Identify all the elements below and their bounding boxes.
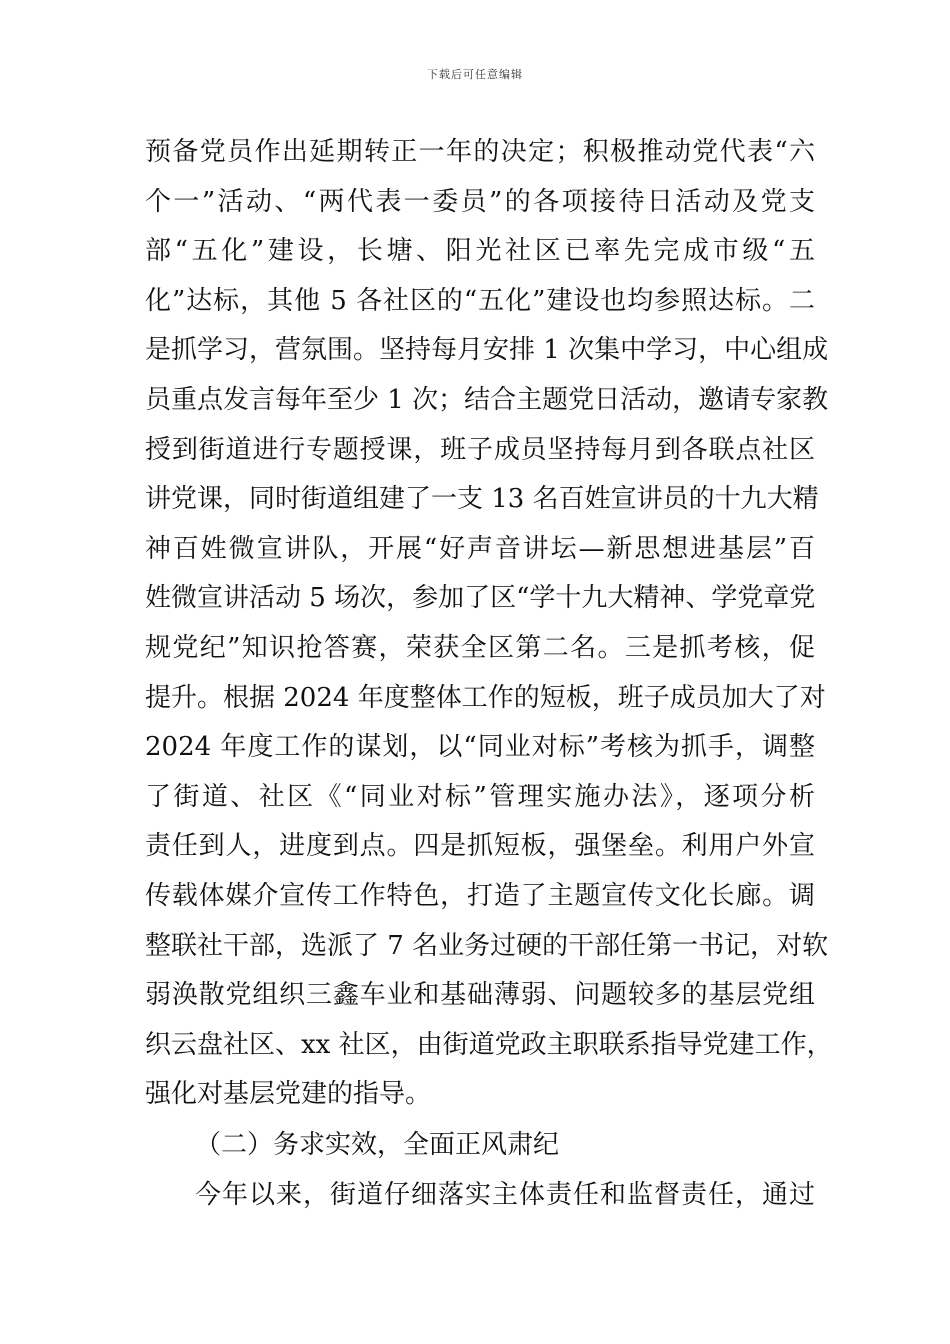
text-line: 责任到人，进度到点。四是抓短板，强堡垒。利用户外宣 [145,831,815,862]
text-line: 部“五化”建设，长塘、阳光社区已率先完成市级“五 [145,236,815,267]
text-line: 整联社干部，选派了 7 名业务过硬的干部任第一书记，对软 [145,930,829,961]
paragraph-2 [145,1171,815,1221]
text-line: 化”达标，其他 5 各社区的“五化”建设也均参照达标。二 [145,285,815,316]
text-line: 授到街道进行专题授课，班子成员坚持每月到各联点社区 [145,434,815,465]
text-line: 神百姓微宣讲队，开展“好声音讲坛—新思想进基层”百 [145,533,815,564]
text-line: 弱涣散党组织三鑫车业和基础薄弱、问题较多的基层党组 [145,980,815,1011]
page-header: 下载后可任意编辑 [427,68,523,81]
text-line: 讲党课，同时街道组建了一支 13 名百姓宣讲员的十九大精 [145,484,819,515]
section-heading: （二）务求实效，全面正风肃纪 [195,1130,560,1160]
text-line: 规党纪”知识抢答赛，荣获全区第二名。三是抓考核，促 [145,632,815,663]
text-line: 2024 年度工作的谋划，以“同业对标”考核为抓手，调整 [145,732,815,763]
text-line: 预备党员作出延期转正一年的决定；积极推动党代表“六 [145,137,815,167]
text-line: 员重点发言每年至少 1 次；结合主题党日活动，邀请专家教 [145,384,829,415]
paragraph-1 [145,128,833,1120]
text-line: 强化对基层党建的指导。 [145,1079,432,1110]
text-line: 个一”活动、“两代表一委员”的各项接待日活动及党支 [145,186,815,217]
text-line: 了街道、社区《“同业对标”管理实施办法》，逐项分析 [145,781,815,812]
text-line: 今年以来，街道仔细落实主体责任和监督责任，通过 [195,1180,815,1210]
text-line: 织云盘社区、xx 社区，由街道党政主职联系指导党建工作， [145,1029,833,1060]
text-line: 是抓学习，营氛围。坚持每月安排 1 次集中学习，中心组成 [145,335,829,366]
text-line: 传载体媒介宣传工作特色，打造了主题宣传文化长廊。调 [145,880,815,911]
text-line: 姓微宣讲活动 5 场次，参加了区“学十九大精神、学党章党 [145,583,816,614]
text-line: 提升。根据 2024 年度整体工作的短板，班子成员加大了对 [145,682,826,713]
